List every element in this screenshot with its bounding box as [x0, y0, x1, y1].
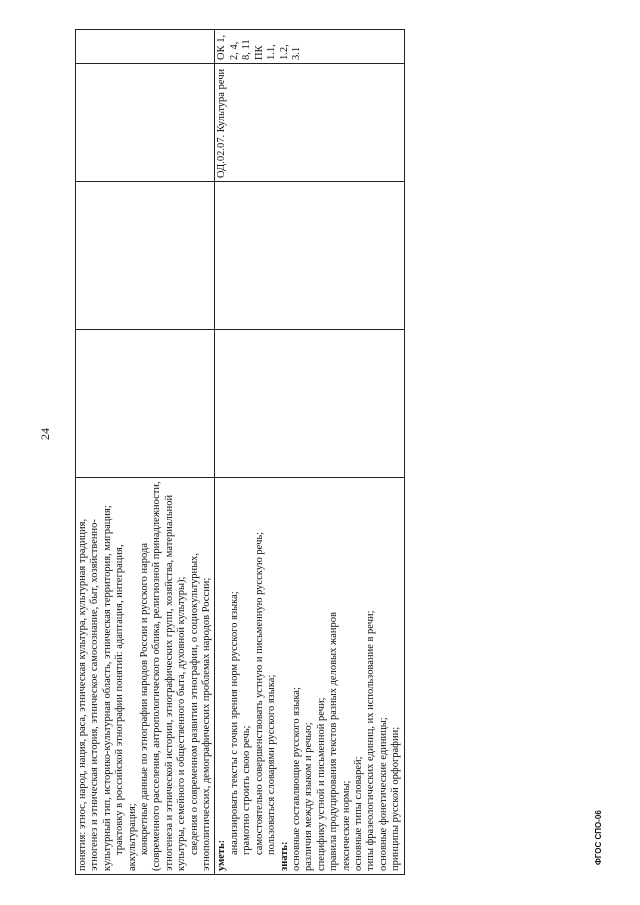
list-item: сведения о современном развитии этнографии, о социокультурных, этнополитических, демографических проблемах народов России; — [188, 553, 213, 871]
list-item: принципы русской орфографии; — [390, 726, 402, 871]
list-item: типы фразеологических единиц, их использование в речи; — [365, 610, 377, 871]
umet-heading: уметь: — [216, 839, 228, 871]
discipline-cell: ОД.02.07. Культура речи — [215, 64, 404, 182]
cell-requirements-bottom — [215, 478, 404, 875]
cell-empty — [76, 64, 215, 182]
page-number: 24 — [38, 428, 52, 440]
list-item: правила продуцирования текстов разных деловых жанров — [328, 612, 340, 871]
cell-empty — [215, 182, 404, 330]
znat-heading: знать: — [278, 841, 290, 871]
list-item: различия между языком и речью; — [303, 722, 315, 871]
list-item: анализировать тексты с точки зрения норм русского языка; — [228, 591, 240, 855]
intro-text: понятия: этнос, народ, нация, раса, этническая культура, культурная традиция, этногенез и этническая история, этническое самосознание, быт, хозяйственно-культурный тип, историко-культурная область, этническая территория, миграция; — [77, 505, 113, 871]
competency-table-rotated — [75, 30, 603, 875]
list-item: грамотно строить свою речь; — [241, 725, 253, 855]
list-item: специфику устной и письменной речи; — [315, 697, 327, 871]
list-item: трактовку в российской этнографии понятий: адаптация, интеграция, аккультурация; — [114, 544, 138, 871]
list-item: пользоваться словарями русского языка; — [266, 674, 278, 855]
footer-standard-code: ФГОС СПО-06 — [594, 810, 603, 865]
cell-empty — [76, 30, 215, 64]
list-item: конкретные данные по этнографии народов России и русского народа (современного расселения, антропологического облика, религиозной принадлежности, этногенеза и этнической истории, этнографических групп, хозяйства, материальной культуры, семейного и общественного быта, духовной культуры); — [139, 481, 188, 871]
list-item: основные фонетические единицы; — [377, 717, 389, 871]
cell-empty — [76, 182, 215, 330]
list-item: основные типы словарей; — [352, 756, 364, 871]
cell-empty — [76, 330, 215, 478]
list-item: самостоятельно совершенствовать устную и письменную русскую речь; — [253, 531, 265, 855]
table-row-top — [76, 30, 215, 875]
list-item: лексические нормы; — [340, 780, 352, 871]
table-row-bottom — [215, 30, 404, 875]
cell-empty — [215, 330, 404, 478]
list-item: основные составляющие русского языка; — [290, 687, 302, 871]
competency-table — [75, 29, 405, 875]
competency-codes-cell: ОК 1, 2, 4, 8, 11 ПК 1.1, 1.2, 3.1 — [215, 30, 404, 64]
cell-requirements-top — [76, 478, 215, 875]
